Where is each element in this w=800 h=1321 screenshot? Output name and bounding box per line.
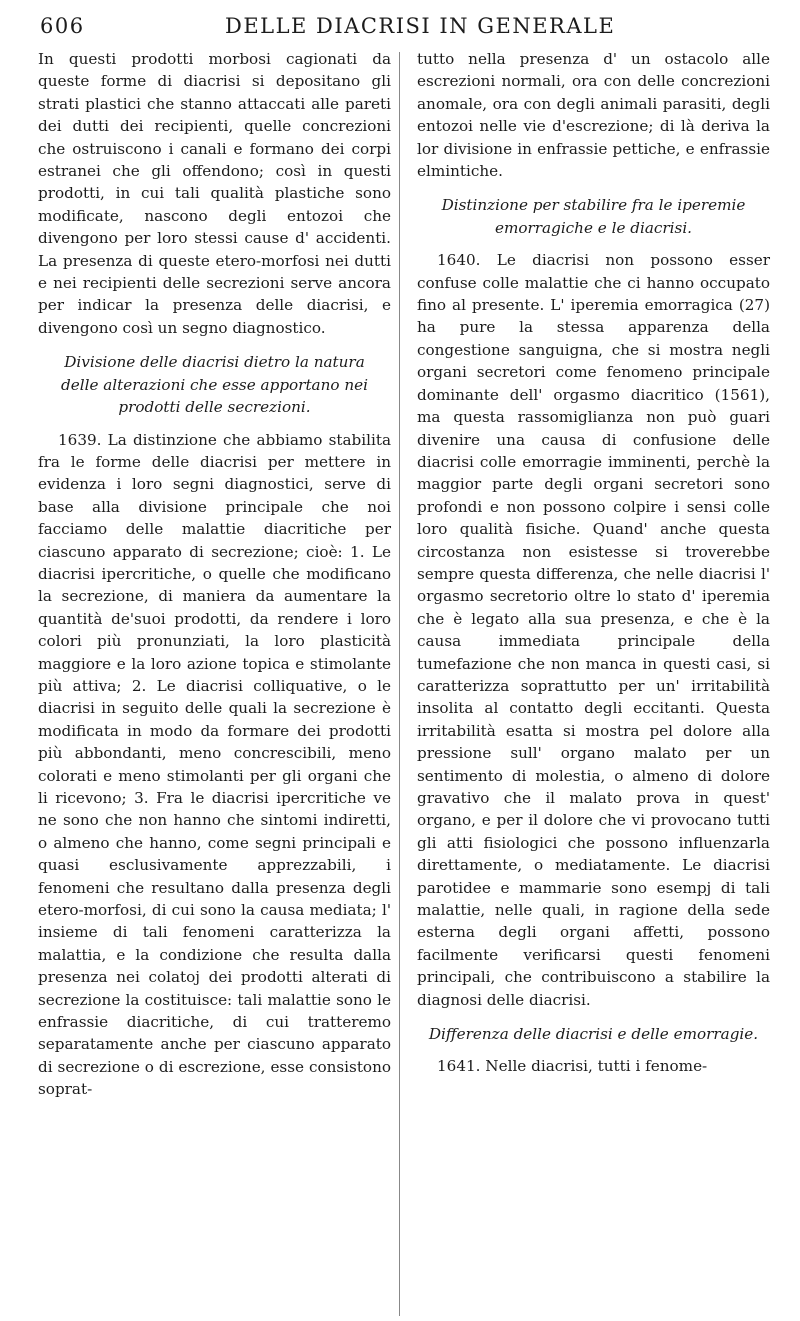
- paragraph-left-1: In questi prodotti morbosi cagionati da queste forme di diacrisi si depositano gli strati plastici che stanno attaccati alle pareti dei dutti dei recipienti, quelle concrezioni che ostruiscono i canali e formano dei corpi estranei che gli offendono; così in questi prodotti, in cui tali qualità plastiche sono modificate, nascono degli entozoi che divengono per loro stessi cause d' accidenti. La presenza di queste etero-morfosi nei dutti e nei recipienti delle secrezioni serve ancora per indicar la presenza delle diacrisi, e divengono così un segno diagnostico.: [38, 50, 391, 337]
- column-divider: [399, 52, 400, 1316]
- section-heading-divisione: Divisione delle diacrisi dietro la natura delle alterazioni che esse apportano nei prodotti delle secrezioni.: [61, 353, 368, 417]
- paragraph-right-1: tutto nella presenza d' un ostacolo alle escrezioni normali, ora con delle concrezioni anomale, ora con degli animali parasiti, degli entozoi nelle vie d'escrezione; di là deriva la lor divisione in enfrassie pettiche, e enfrassie elmintiche.: [417, 50, 770, 181]
- paragraph-1641: 1641. Nelle diacrisi, tutti i fenome-: [437, 1057, 708, 1076]
- paragraph-1640: 1640. Le diacrisi non possono esser confuse colle malattie che ci hanno occupato fino al presente. L' iperemia emorragica (27) ha pure la stessa apparenza della congestione sanguigna, che si mostra negli organi secretori come fenomeno principale dominante dell' orgasmo diacritico (1561), ma questa rassomiglianza non può guari divenire una causa di confusione delle diacrisi colle emorragie imminenti, perchè la maggior parte degli organi secretori sono profondi e non possono colpire i sensi colle loro qualità fisiche. Quand' anche questa circostanza non esistesse si troverebbe sempre questa differenza, che nelle diacrisi l' orgasmo secretorio oltre lo stato d' iperemia che è legato alla sua presenza, e che è la causa immediata principale della tumefazione che non manca in questi casi, si caratterizza soprattutto per un' irritabilità insolita al contatto degli eccitanti. Questa irritabilità esatta si mostra pel dolore alla pressione sull' organo malato per un sentimento di molestia, o almeno di dolore gravativo che il malato prova in quest' organo, e per il dolore che vi provocano tutti gli atti fisiologici che possono influenzarla direttamente, o mediatamente. Le diacrisi parotidee e mammarie sono esempj di tali malattie, nelle quali, in ragione della sede esterna degli organi affetti, possono facilmente verificarsi questi fenomeni principali, che contribuiscono a stabilire la diagnosi delle diacrisi.: [417, 251, 770, 1009]
- page-number: 606: [40, 14, 85, 38]
- left-column: [38, 48, 391, 1101]
- paragraph-1639: 1639. La distinzione che abbiamo stabilita fra le forme delle diacrisi per mettere in evidenza i loro segni diagnostici, serve di base alla divisione principale che noi facciamo delle malattie diacritiche per ciascuno apparato di secrezione; cioè: 1. Le diacrisi ipercritiche, o quelle che modificano la secrezione, di maniera da aumentare la quantità de'suoi prodotti, da rendere i loro colori più pronunziati, la loro plasticità maggiore e la loro azione topica e stimolante più attiva; 2. Le diacrisi colliquative, o le diacrisi in seguito delle quali la secrezione è modificata in modo da formare dei prodotti più abbondanti, meno concrescibili, meno colorati e meno stimolanti per gli organi che li ricevono; 3. Fra le diacrisi ipercritiche ve ne sono che non hanno che sintomi indiretti, o almeno che hanno, come segni principali e quasi esclusivamente apprezzabili, i fenomeni che resultano dalla presenza degli etero-morfosi, di cui sono la causa mediata; l' insieme di tali fenomeni caratterizza la malattia, e la condizione che resulta dalla presenza nei colatoj dei prodotti alterati di secrezione la costituisce: tali malattie sono le enfrassie diacritiche, di cui tratteremo separatamente anche per ciascuno apparato di secrezione o di escrezione, esse consistono soprat-: [38, 430, 391, 1099]
- running-title: DELLE DIACRISI IN GENERALE: [225, 14, 616, 38]
- section-heading-distinzione: Distinzione per stabilire fra le iperemie emorragiche e le diacrisi.: [441, 196, 746, 237]
- page-header: [40, 14, 760, 50]
- right-column: [417, 48, 770, 1078]
- section-heading-differenza: Differenza delle diacrisi e delle emorragie.: [428, 1025, 759, 1044]
